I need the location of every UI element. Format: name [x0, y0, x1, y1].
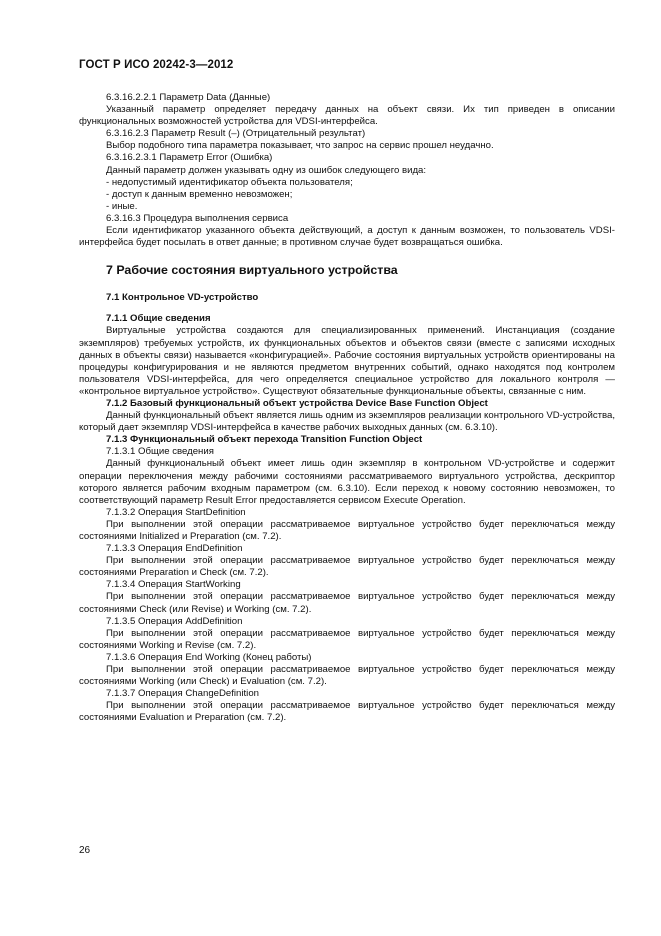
clause-heading: 7.1.3.4 Операция StartWorking — [106, 579, 241, 591]
list-item: - доступ к данным временно невозможен; — [106, 188, 293, 200]
paragraph: Виртуальные устройства создаются для специализированных применений. Инстанциация (создание экземпляров) требуемых устройств, их функциональных объектов и объектов связи (вместе с записями исходных данных в объекты связи) называется «конфигурацией». Рабочие состояния виртуальных устройств ориентированы на процедуры конфигурирования и не являются предметом внутренних событий, однако находятся под контролем пользователя VDSI-интерфейса, для чего определяется специальное устройство для локального контроля — «контрольное виртуальное устройство». Существуют обязательные функциональные объекты, связанные с ним. — [79, 325, 615, 397]
list-item: - иные. — [106, 200, 138, 212]
subsection-heading: 7.1.1 Общие сведения — [106, 313, 211, 325]
clause-heading: 7.1.3.5 Операция AddDefinition — [106, 615, 243, 627]
clause-heading: 6.3.16.2.3.1 Параметр Error (Ошибка) — [106, 152, 273, 164]
paragraph: При выполнении этой операции рассматриваемое виртуальное устройство будет переключаться между состояниями Evaluation и Preparation (см. 7.2). — [79, 700, 615, 724]
subsection-heading: 7.1.3 Функциональный объект перехода Transition Function Object — [106, 434, 423, 446]
section-heading: 7 Рабочие состояния виртуального устройства — [106, 263, 398, 278]
paragraph: Выбор подобного типа параметра показывает, что запрос на сервис прошел неудачно. — [106, 140, 494, 152]
paragraph: Если идентификатор указанного объекта действующий, а доступ к данным возможен, то пользователь VDSI-интерфейса будет посылать в ответ данные; в противном случае будет возвращаться ошибка. — [79, 225, 615, 249]
clause-heading: 7.1.3.6 Операция End Working (Конец работы) — [106, 651, 312, 663]
clause-heading: 7.1.3.1 Общие сведения — [106, 446, 214, 458]
clause-heading: 7.1.3.2 Операция StartDefinition — [106, 506, 246, 518]
document-header: ГОСТ Р ИСО 20242-3—2012 — [79, 59, 234, 71]
paragraph: При выполнении этой операции рассматриваемое виртуальное устройство будет переключаться между состояниями Initialized и Preparation (см. 7.2). — [79, 518, 615, 542]
paragraph: Указанный параметр определяет передачу данных на объект связи. Их тип приведен в описании функциональных возможностей устройства для VDSI-интерфейса. — [79, 104, 615, 128]
paragraph: При выполнении этой операции рассматриваемое виртуальное устройство будет переключаться между состояниями Preparation и Check (см. 7.2). — [79, 555, 615, 579]
paragraph: При выполнении этой операции рассматриваемое виртуальное устройство будет переключаться между состояниями Check (или Revise) и Working (см. 7.2). — [79, 591, 615, 615]
page-body — [79, 92, 615, 725]
clause-heading: 7.1.3.3 Операция EndDefinition — [106, 543, 243, 555]
subsection-heading: 7.1 Контрольное VD-устройство — [106, 292, 259, 304]
paragraph: При выполнении этой операции рассматриваемое виртуальное устройство будет переключаться между состояниями Working (или Check) и Evaluation (см. 7.2). — [79, 664, 615, 688]
list-item: - недопустимый идентификатор объекта пользователя; — [106, 176, 353, 188]
paragraph: Данный функциональный объект имеет лишь один экземпляр в контрольном VD-устройстве и содержит операции переключения между рабочими состояниями рассматриваемого виртуального устройства, дескриптор которого является рабочим входным параметром (см. 6.3.10). Если переход к новому состоянию невозможен, то соответствующий параметр Result Error предоставляется сервисом Execute Operation. — [79, 458, 615, 506]
clause-heading: 6.3.16.2.2.1 Параметр Data (Данные) — [106, 92, 271, 103]
subsection-heading: 7.1.2 Базовый функциональный объект устройства Device Base Function Object — [106, 397, 488, 409]
paragraph: Данный параметр должен указывать одну из ошибок следующего вида: — [106, 164, 427, 176]
clause-heading: 6.3.16.3 Процедура выполнения сервиса — [106, 212, 289, 224]
page-number: 26 — [79, 845, 91, 856]
clause-heading: 6.3.16.2.3 Параметр Result (–) (Отрицательный результат) — [106, 128, 366, 140]
paragraph: При выполнении этой операции рассматриваемое виртуальное устройство будет переключаться между состояниями Working и Revise (см. 7.2). — [79, 627, 615, 651]
paragraph: Данный функциональный объект является лишь одним из экземпляров реализации контрольного VD-устройства, который дает экземпляр VDSI-интерфейса в качестве рабочих выходных данных (см. 6.3.10). — [79, 410, 615, 434]
clause-heading: 7.1.3.7 Операция ChangeDefinition — [106, 688, 259, 700]
